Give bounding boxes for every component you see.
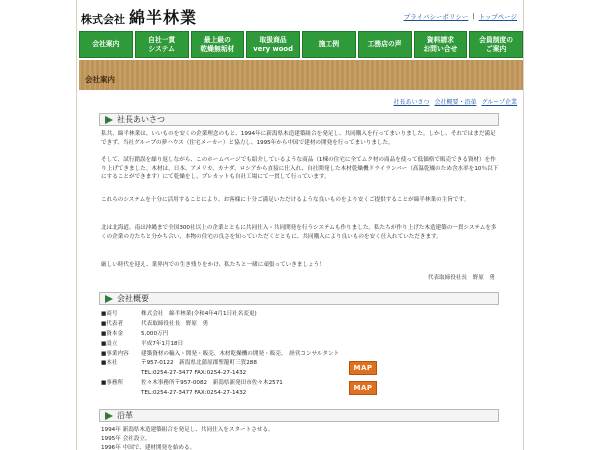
nav-dried-wood[interactable]: [191, 31, 245, 58]
overview-row: [101, 379, 431, 387]
overview-key: ■事業内容: [101, 350, 129, 357]
overview-key: ■事務所: [101, 380, 124, 387]
overview-key: ■資本金: [101, 330, 124, 337]
arrow-icon: [105, 295, 113, 303]
nav-label: お問い合せ: [423, 44, 458, 53]
section-title: 社長あいさつ: [117, 115, 165, 124]
nav-membership[interactable]: [469, 31, 523, 58]
overview-value: 佐々木事務所〒957-0082 新潟県新発田市佐々木2571: [141, 380, 283, 387]
nav-label: システム: [148, 44, 175, 53]
overview-value: TEL:0254-27-3477 FAX:0254-27-1432: [141, 370, 247, 377]
overview-value: 〒957-0122 新潟県北蒲原郡聖籠町三賀288: [141, 360, 257, 367]
subnav-overview-link[interactable]: 会社概要・沿革: [434, 99, 477, 106]
logo-name: 綿半林業: [129, 8, 198, 27]
overview-key: ■代表者: [101, 320, 124, 327]
overview-key: [101, 389, 141, 397]
company-logo[interactable]: [81, 5, 197, 25]
greeting-paragraph: 私共、綿半林業は、いいものを安くの企業理念のもと、1994年に新潟県木造建築組合を発足し、共同購入を行ってまいりました。しかし、それではまだ満足できず、当社グループの夢ハウス（住宅メーカー）と協力し、1995年から中国で建材の開発を行ってまいりました。: [101, 131, 496, 146]
greeting-paragraph: これらのシステムを十分に活用することにより、お客様に十分ご満足いただけるような良いものをより安くご提供することが綿半林業の主旨です。: [101, 197, 470, 203]
map-button-office[interactable]: MAP: [349, 381, 377, 395]
nav-label: 施工例: [318, 40, 340, 49]
page-banner: [79, 60, 523, 90]
nav-label: 自社一貫: [148, 36, 176, 45]
overview-row: [101, 330, 431, 338]
nav-products[interactable]: [246, 31, 300, 58]
nav-label: 会社案内: [92, 40, 120, 49]
nav-examples[interactable]: [302, 31, 356, 58]
history-item: 1996年 中国で、建材開発を始める。: [101, 444, 196, 450]
overview-row: [101, 389, 431, 397]
overview-row: [101, 320, 431, 328]
overview-value: 株式会社 綿半林業(令和4年4月1日社名変更): [141, 311, 257, 317]
nav-voices[interactable]: [358, 31, 412, 58]
overview-row: [101, 340, 431, 348]
nav-label: 乾燥無垢材: [200, 44, 235, 53]
nav-contact[interactable]: [414, 31, 468, 58]
top-links: [404, 12, 517, 21]
arrow-icon: [105, 412, 113, 420]
overview-row: [101, 350, 431, 358]
company-overview-list: [101, 310, 431, 399]
arrow-icon: [105, 116, 113, 124]
subnav-group-link[interactable]: グループ企業: [481, 99, 517, 106]
greeting-paragraph: 厳しい時代を迎え、業界内での生き残りをかけ、私たちと一緒に頑張っていきましょう！: [101, 262, 325, 268]
section-header-overview: [99, 292, 499, 305]
nav-label: ご案内: [485, 44, 507, 53]
overview-value: 建築資材の輸入・開発・販売、木材乾燥機の開発・販売、 経営コンサルタント: [141, 350, 340, 357]
overview-row: [101, 369, 431, 377]
section-header-greeting: [99, 113, 499, 126]
nav-system[interactable]: [135, 31, 189, 58]
overview-key: [101, 369, 141, 377]
overview-value: 5,000万円: [141, 330, 169, 337]
history-list: [101, 426, 499, 450]
top-page-link[interactable]: トップページ: [478, 13, 517, 21]
section-header-history: [99, 409, 499, 422]
page-container: [76, 0, 524, 450]
history-item: 1994年 新潟県木造建築組合を発足し、共同仕入をスタートさせる。: [101, 427, 274, 433]
overview-value: 代表取締役社長 野原 勇: [141, 320, 209, 327]
greeting-paragraph: 北は北海道、南は沖縄まで全国300社以上の企業とともに共同仕入・共同開発を行うシステムも作りました。私たちが作り上げた木造建築の一貫システムを多くの企業の方たちと分かち合い、本物の住宅の良さを知っていただくとともに、共同購入により良いものを安く仕入れていただきます。: [101, 225, 497, 240]
section-title: 沿革: [117, 411, 133, 420]
overview-row: [101, 310, 431, 318]
overview-value: 平成7年1月18日: [141, 340, 184, 347]
logo-prefix: 株式会社: [81, 13, 125, 26]
nav-label: 資料請求: [426, 36, 454, 45]
greeting-paragraph: そして、試行錯誤を繰り返しながら、このホームページでも紹介しているような商品（1棟の住宅に全てムク材の商品を使って低価格で販売できる資材）を作り上げてきました。木材は、日本、アメリカ、カナダ、ロシアから直接に仕入れ、自社開発した木材乾燥機ドライランバー（高温乾燥のため含水率を10％以下にすることができます）にて乾燥をし、プレカットも自社工場にて一貫して行っています。: [101, 157, 499, 181]
president-signature: 代表取締役社長 野原 勇: [427, 275, 495, 281]
history-item: 1995年 会社設立。: [101, 435, 151, 442]
link-separator: |: [472, 12, 475, 20]
nav-label: 最上級の: [203, 36, 231, 45]
overview-key: ■設立: [101, 340, 118, 347]
nav-label: 取扱商品: [259, 36, 287, 45]
overview-key: ■本社: [101, 360, 118, 367]
overview-value: TEL:0254-27-3477 FAX:0254-27-1432: [141, 390, 247, 397]
subnav-greeting-link[interactable]: 社長あいさつ: [393, 99, 430, 106]
map-button-headquarters[interactable]: MAP: [349, 361, 377, 375]
nav-label: 工務店の声: [367, 40, 402, 49]
nav-label: very wood: [253, 44, 293, 53]
main-nav: [79, 31, 523, 58]
overview-key: ■商号: [101, 311, 118, 317]
privacy-policy-link[interactable]: プライバシーポリシー: [403, 13, 469, 21]
nav-label: 会員制度の: [479, 36, 514, 45]
section-title: 会社概要: [117, 294, 149, 303]
sub-nav: [393, 97, 517, 106]
nav-company[interactable]: [79, 31, 133, 58]
overview-row: [101, 359, 431, 367]
page-title: 会社案内: [85, 75, 115, 84]
